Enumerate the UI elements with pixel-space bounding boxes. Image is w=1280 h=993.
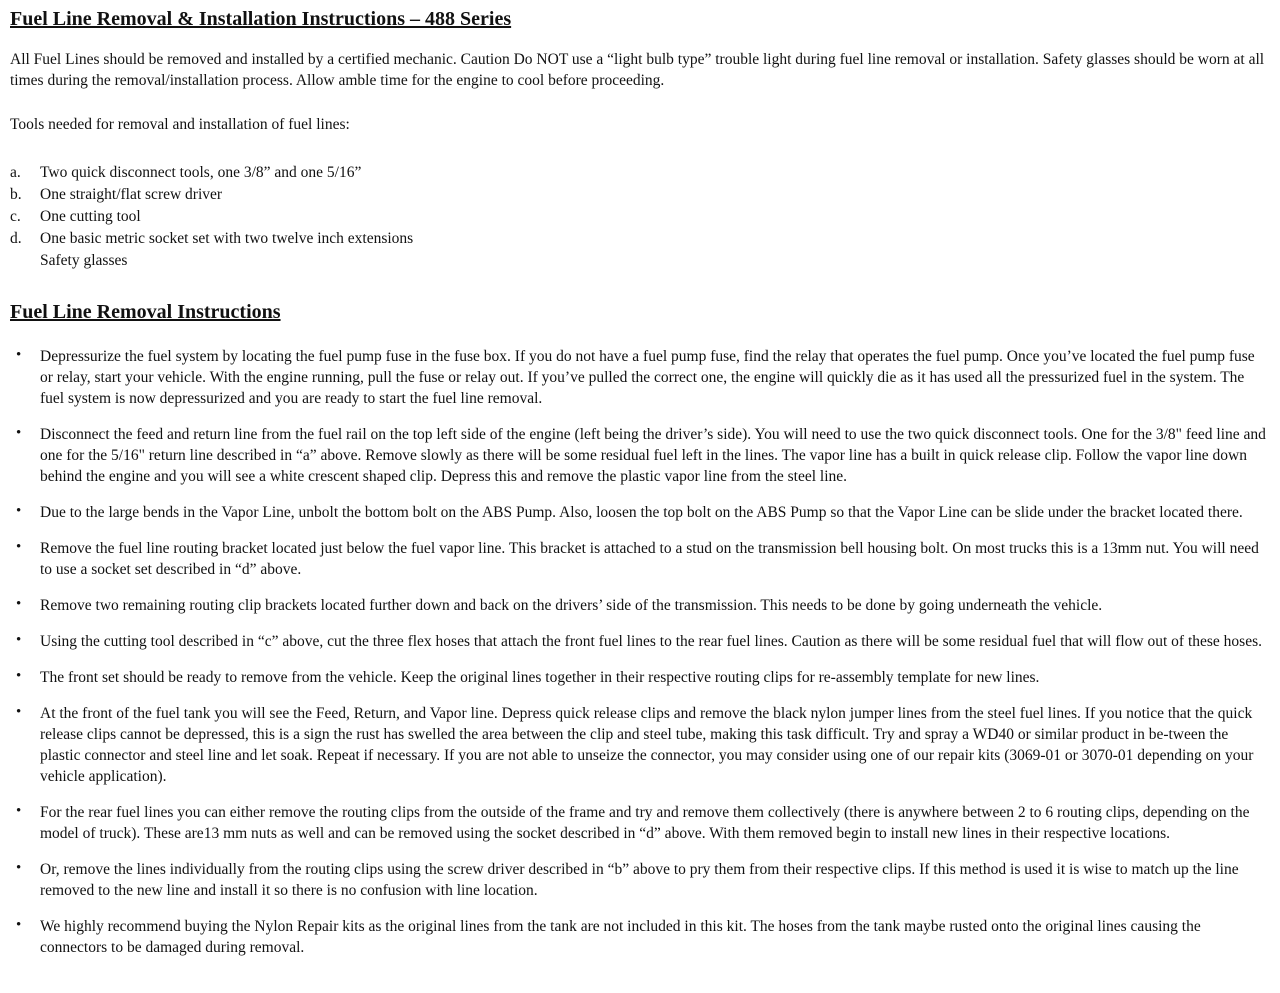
instruction-text: Depressurize the fuel system by locating the fuel pump fuse in the fuse box. If you do not have a fuel pump fuse, find the relay that operates the fuel pump. Once you’ve located the fuel pump fuse or relay, start your vehicle. With the engine running, pull the fuse or relay out. If you’ve pulled the correct one, the engine will quickly die as it has used all the pressurized fuel in the system. The fuel system is now depressurized and you are ready to start the fuel line removal. — [40, 348, 1255, 407]
tool-text: One straight/flat screw driver — [40, 186, 223, 203]
instruction-text: The front set should be ready to remove from the vehicle. Keep the original lines together in their respective routing clips for re-assembly template for new lines. — [40, 669, 1040, 686]
bullet-icon: • — [16, 917, 22, 933]
instruction-text: Due to the large bends in the Vapor Line, unbolt the bottom bolt on the ABS Pump. Also, loosen the top bolt on the ABS Pump so that the Vapor Line can be slide under the bracket located there. — [40, 504, 1243, 521]
instruction-text: For the rear fuel lines you can either remove the routing clips from the outside of the frame and try and remove them collectively (there is anywhere between 2 to 6 routing clips, depending on the model of truck). These are13 mm nuts as well and can be removed using the socket described in “d” above. With them removed begin to install new lines in their respective locations. — [40, 804, 1250, 842]
bullet-icon: • — [16, 503, 22, 519]
tool-text: Two quick disconnect tools, one 3/8” and one 5/16” — [40, 164, 362, 181]
tool-text: One cutting tool — [40, 208, 141, 225]
tool-text: One basic metric socket set with two twelve inch extensions — [40, 230, 414, 247]
instruction-item — [10, 802, 1266, 844]
tool-marker: d. — [10, 230, 22, 247]
instruction-text: Disconnect the feed and return line from the fuel rail on the top left side of the engine (left being the driver’s side). You will need to use the two quick disconnect tools. One for the 3/8" feed line and one for the 5/16" return line described in “a” above. Remove slowly as there will be some residual fuel left in the lines. The vapor line has a built in quick release clip. Follow the vapor line down behind the engine and you will see a white crescent shaped clip. Depress this and remove the plastic vapor line from the steel line. — [40, 426, 1266, 485]
tool-marker: a. — [10, 164, 21, 181]
tool-marker: b. — [10, 186, 22, 203]
instructions-list — [10, 346, 1266, 958]
bullet-icon: • — [16, 704, 22, 720]
intro-paragraph: All Fuel Lines should be removed and installed by a certified mechanic. Caution Do NOT use a “light bulb type” trouble light during fuel line removal or installation. Safety glasses should be worn at all times during the removal/installation process. Allow amble time for the engine to cool before proceeding. — [10, 51, 1265, 89]
instruction-item — [10, 502, 1266, 523]
instruction-item — [10, 424, 1266, 487]
tools-intro: Tools needed for removal and installation of fuel lines: — [10, 116, 350, 133]
instruction-item — [10, 346, 1266, 409]
bullet-icon: • — [16, 596, 22, 612]
bullet-icon: • — [16, 425, 22, 441]
instruction-text: Or, remove the lines individually from the routing clips using the screw driver described in “b” above to pry them from their respective clips. If this method is used it is wise to match up the line removed to the new line and install it so there is no confusion with line location. — [40, 861, 1239, 899]
instruction-item — [10, 631, 1266, 652]
instruction-item — [10, 595, 1266, 616]
instruction-text: We highly recommend buying the Nylon Repair kits as the original lines from the tank are not included in this kit. The hoses from the tank maybe rusted onto the original lines causing the connectors to be damaged during removal. — [40, 918, 1201, 956]
bullet-icon: • — [16, 860, 22, 876]
instruction-item — [10, 859, 1266, 901]
instruction-text: Using the cutting tool described in “c” above, cut the three flex hoses that attach the front fuel lines to the rear fuel lines. Caution as there will be some residual fuel that will flow out of these hoses. — [40, 633, 1262, 650]
tools-list — [10, 162, 1266, 272]
tool-item-a — [10, 162, 1266, 184]
instruction-item — [10, 667, 1266, 688]
instruction-text: Remove the fuel line routing bracket located just below the fuel vapor line. This bracket is attached to a stud on the transmission bell housing bolt. On most trucks this is a 13mm nut. You will need to use a socket set described in “d” above. — [40, 540, 1259, 578]
bullet-icon: • — [16, 539, 22, 555]
tool-extra-line: Safety glasses — [40, 252, 128, 269]
instruction-item — [10, 916, 1266, 958]
tool-item-d — [10, 228, 1266, 272]
instruction-text: At the front of the fuel tank you will see the Feed, Return, and Vapor line. Depress quick release clips and remove the black nylon jumper lines from the steel fuel lines. If you notice that the quick release clips cannot be depressed, this is a sign the rust has swelled the area between the clip and steel tube, making this task difficult. Try and spray a WD40 or similar product in be-tween the plastic connector and steel line and let soak. Repeat if necessary. If you are not able to unseize the connector, you may consider using one of our repair kits (3069-01 or 3070-01 depending on your vehicle application). — [40, 705, 1254, 785]
bullet-icon: • — [16, 347, 22, 363]
bullet-icon: • — [16, 632, 22, 648]
bullet-icon: • — [16, 668, 22, 684]
tool-marker: c. — [10, 208, 21, 225]
tool-item-b — [10, 184, 1266, 206]
document-title: Fuel Line Removal & Installation Instructions – 488 Series — [10, 8, 512, 30]
instruction-text: Remove two remaining routing clip brackets located further down and back on the drivers’ side of the transmission. This needs to be done by going underneath the vehicle. — [40, 597, 1103, 614]
section-heading: Fuel Line Removal Instructions — [10, 301, 281, 323]
instruction-item — [10, 703, 1266, 787]
tool-item-c — [10, 206, 1266, 228]
instruction-item — [10, 538, 1266, 580]
bullet-icon: • — [16, 803, 22, 819]
